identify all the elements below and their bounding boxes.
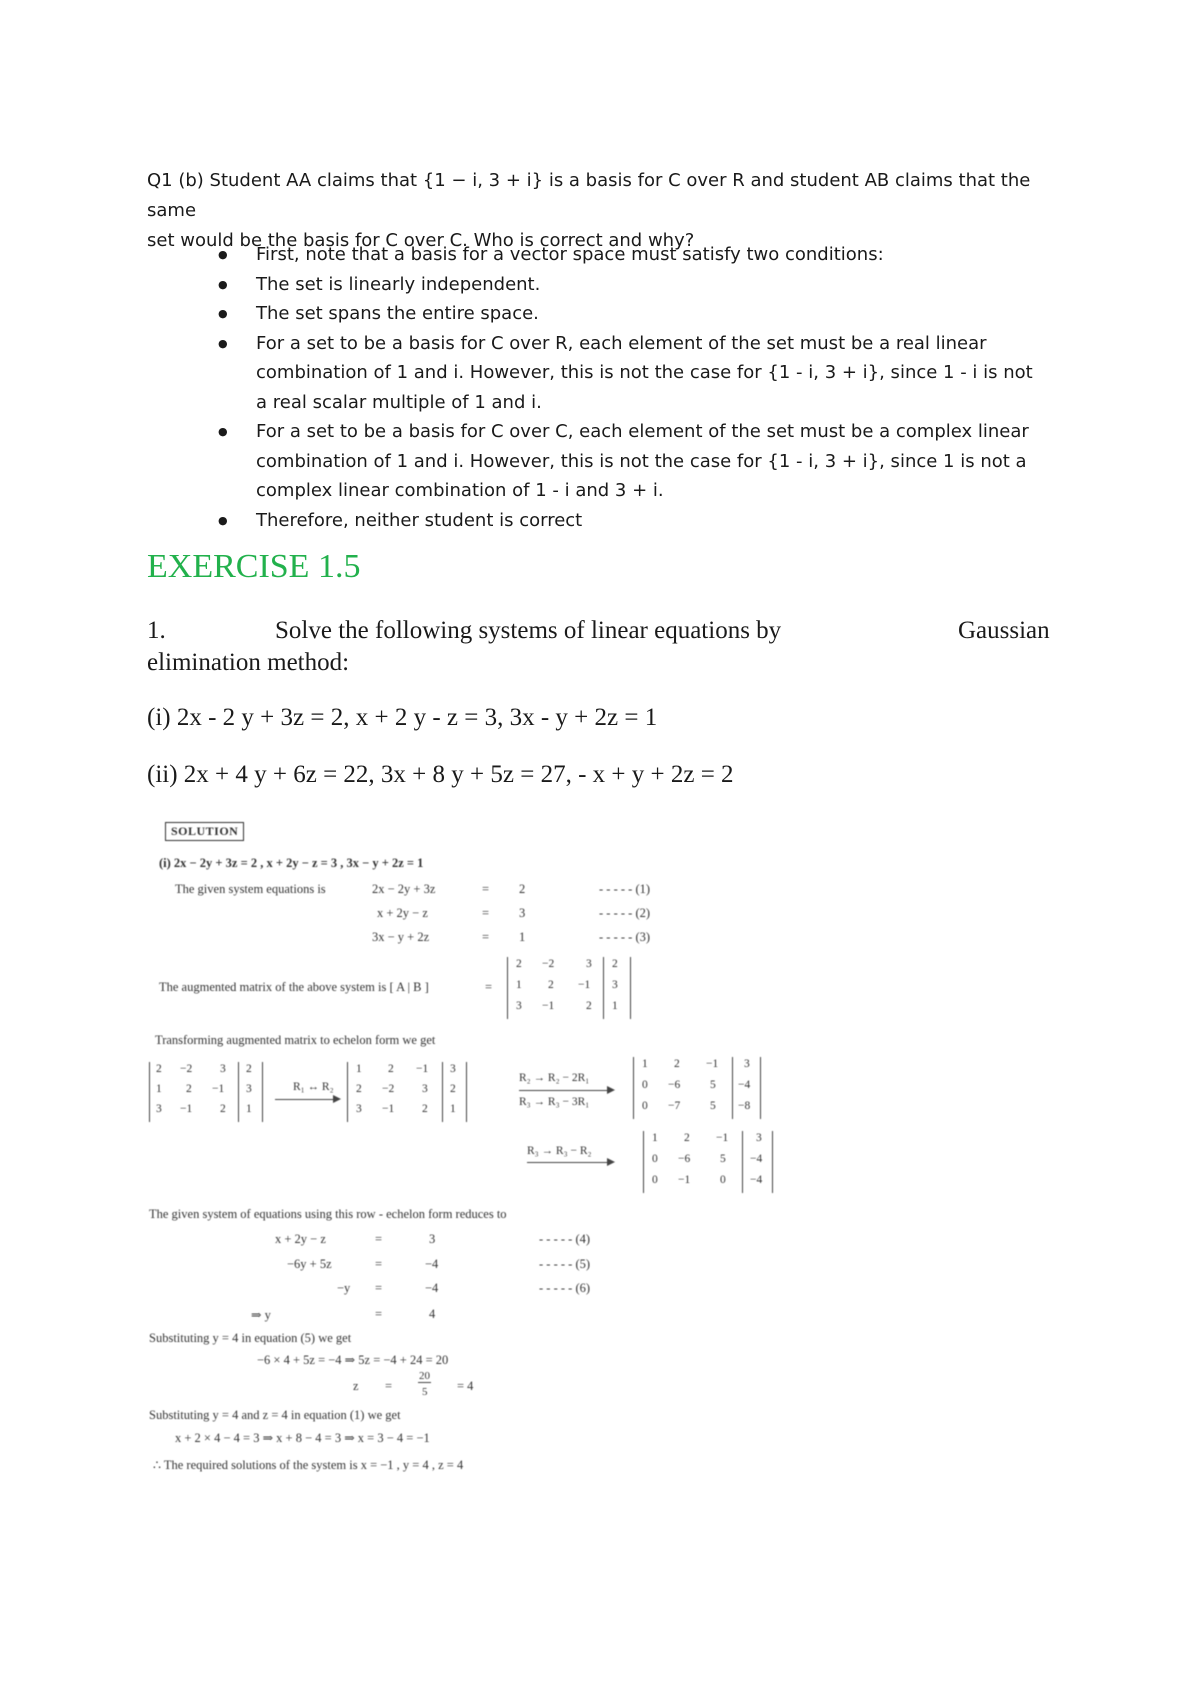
reduced-lhs: x + 2y − z: [275, 1232, 326, 1246]
equation-set-i: (i) 2x - 2 y + 3z = 2, x + 2 y - z = 3, 3x - y + 2z = 1: [147, 704, 658, 731]
matrix-cell: −1: [678, 1174, 691, 1186]
matrix-cell: −4: [738, 1079, 751, 1091]
matrix-cell: 3: [356, 1103, 362, 1115]
row-op-2b: R₃ → R₃ − 3R₁: [519, 1096, 590, 1108]
matrix-cell: 2: [684, 1132, 690, 1144]
matrix-cell: 0: [642, 1100, 648, 1112]
question-line-1: Q1 (b) Student AA claims that {1 − i, 3 + i} is a basis for C over R and student AB claims that the same: [147, 170, 1031, 221]
matrix-cell: −1: [212, 1083, 225, 1095]
matrix-cell: 3: [516, 1000, 522, 1012]
matrix-cell: −6: [678, 1153, 691, 1165]
augmented-matrix-label: The augmented matrix of the above system is [ A | B ]: [159, 980, 429, 994]
augment-divider: [742, 1131, 743, 1193]
matrix-cell: 5: [710, 1100, 716, 1112]
system-tag: - - - - - (3): [599, 930, 651, 944]
matrix-cell: 3: [756, 1132, 762, 1144]
matrix-cell: 3: [220, 1063, 226, 1075]
substitution-2-line: x + 2 × 4 − 4 = 3 ⇒ x + 8 − 4 = 3 ⇒ x = 3 − 4 = −1: [175, 1431, 430, 1445]
substitution-1-line: −6 × 4 + 5z = −4 ⇒ 5z = −4 + 24 = 20: [257, 1353, 449, 1367]
matrix-cell: 2: [674, 1058, 680, 1070]
reduced-tag: - - - - - (6): [539, 1281, 591, 1295]
matrix-cell: 1: [246, 1103, 252, 1115]
matrix-cell: 2: [450, 1083, 456, 1095]
augment-divider: [238, 1062, 239, 1122]
reduced-lhs: −6y + 5z: [287, 1257, 332, 1271]
question-line-2: set would be the basis for C over C. Who is correct and why?: [147, 230, 695, 251]
reduced-eq: =: [375, 1232, 383, 1246]
matrix-cell: −4: [750, 1153, 763, 1165]
matrix-cell: 0: [652, 1174, 658, 1186]
problem-text: Solve the following systems of linear equations by: [275, 617, 782, 644]
solution-heading: (i) 2x − 2y + 3z = 2 , x + 2y − z = 3 , 3x − y + 2z = 1: [159, 856, 424, 870]
matrix-cell: −8: [738, 1100, 751, 1112]
matrix-cell: 2: [612, 958, 618, 970]
matrix-cell: 0: [652, 1153, 658, 1165]
system-rhs: 1: [519, 930, 526, 944]
bullet-item: ● For a set to be a basis for C over C, each element of the set must be a complex linear combination of 1 and i. However, this is not the case for {1 - i, 3 + i}, since 1 is not a complex linear combination of 1 - i and 3 + i.: [218, 417, 1048, 506]
matrix-step-4: [643, 1131, 773, 1193]
matrix-cell: 2: [186, 1083, 192, 1095]
augment-divider: [603, 957, 604, 1019]
matrix-cell: 3: [422, 1083, 428, 1095]
problem-line-2: elimination method:: [147, 649, 350, 676]
answer-bullet-list: [218, 240, 1048, 535]
system-lhs: 3x − y + 2z: [372, 930, 430, 944]
matrix-cell: 1: [612, 1000, 618, 1012]
solution-badge: SOLUTION: [165, 822, 244, 841]
substitution-2-label: Substituting y = 4 and z = 4 in equation (1) we get: [149, 1408, 401, 1422]
substitution-1-label: Substituting y = 4 in equation (5) we get: [149, 1331, 352, 1345]
reduce-label: The given system of equations using this row - echelon form reduces to: [149, 1207, 507, 1221]
transform-label: Transforming augmented matrix to echelon form we get: [155, 1033, 436, 1047]
matrix-cell: 2: [586, 1000, 592, 1012]
reduced-eq: =: [375, 1307, 383, 1321]
reduced-eq: =: [375, 1281, 383, 1295]
matrix-step-3: [633, 1057, 761, 1119]
bullet-item: ● The set spans the entire space.: [218, 299, 1048, 329]
matrix-cell: 0: [720, 1174, 726, 1186]
matrix-cell: 3: [450, 1063, 456, 1075]
row-op-2a: R₂ → R₂ − 2R₁: [519, 1072, 590, 1084]
reduced-rhs: 4: [429, 1307, 436, 1321]
problem-number: 1.: [147, 617, 166, 644]
matrix-cell: 3: [744, 1058, 750, 1070]
matrix-cell: 2: [246, 1063, 252, 1075]
matrix-cell: 1: [652, 1132, 658, 1144]
matrix-cell: −1: [706, 1058, 719, 1070]
row-op-1: R₁ ↔ R₂: [293, 1081, 334, 1093]
final-solution: ∴ The required solutions of the system is x = −1 , y = 4 , z = 4: [153, 1458, 464, 1472]
matrix-step-1: [149, 1062, 263, 1122]
matrix-cell: −1: [542, 1000, 555, 1012]
system-lhs: x + 2y − z: [377, 906, 428, 920]
exercise-title: EXERCISE 1.5: [147, 548, 361, 585]
matrix-cell: −1: [716, 1132, 729, 1144]
scanned-solution: [147, 817, 787, 1497]
system-eq: =: [482, 930, 490, 944]
reduced-tag: - - - - - (5): [539, 1257, 591, 1271]
row-op-3: R₃ → R₃ − R₂: [527, 1145, 592, 1157]
matrix-cell: 3: [586, 958, 592, 970]
matrix-cell: 2: [422, 1103, 428, 1115]
matrix-cell: 2: [220, 1103, 226, 1115]
system-tag: - - - - - (2): [599, 906, 651, 920]
matrix-cell: 0: [642, 1079, 648, 1091]
matrix-cell: 1: [156, 1083, 162, 1095]
substitution-1-z: z: [353, 1379, 359, 1393]
matrix-cell: 2: [516, 958, 522, 970]
augmented-eq: =: [485, 980, 493, 994]
matrix-cell: 5: [710, 1079, 716, 1091]
matrix-cell: −1: [382, 1103, 395, 1115]
problem-method-word: Gaussian: [958, 617, 1050, 644]
reduced-rhs: −4: [425, 1257, 439, 1271]
reduced-rhs: 3: [429, 1232, 436, 1246]
matrix-cell: 5: [720, 1153, 726, 1165]
system-eq: =: [482, 906, 490, 920]
substitution-1-eq: =: [385, 1379, 393, 1393]
matrix-cell: 1: [356, 1063, 362, 1075]
matrix-step-2: [347, 1062, 467, 1122]
matrix-cell: 2: [388, 1063, 394, 1075]
augmented-matrix: [507, 957, 631, 1019]
matrix-cell: 2: [548, 979, 554, 991]
bullet-item: ● Therefore, neither student is correct: [218, 506, 1048, 536]
fraction-numerator: 20: [419, 1370, 430, 1382]
matrix-cell: −4: [750, 1174, 763, 1186]
arrow-icon: [275, 1099, 339, 1100]
matrix-cell: 3: [246, 1083, 252, 1095]
matrix-cell: 1: [642, 1058, 648, 1070]
system-lhs: 2x − 2y + 3z: [372, 882, 436, 896]
matrix-cell: −7: [668, 1100, 681, 1112]
reduced-lhs: ⇒ y: [251, 1308, 271, 1322]
matrix-cell: −2: [542, 958, 555, 970]
bullet-item: ● First, note that a basis for a vector space must satisfy two conditions:: [218, 240, 1048, 270]
augment-divider: [732, 1057, 733, 1119]
system-tag: - - - - - (1): [599, 882, 651, 896]
matrix-cell: 2: [356, 1083, 362, 1095]
matrix-cell: −2: [382, 1083, 395, 1095]
reduced-lhs: −y: [337, 1281, 351, 1295]
matrix-cell: 2: [156, 1063, 162, 1075]
matrix-cell: 3: [612, 979, 618, 991]
system-rhs: 3: [519, 906, 526, 920]
matrix-cell: −6: [668, 1079, 681, 1091]
system-eq: =: [482, 882, 490, 896]
given-system-label: The given system equations is: [175, 882, 326, 896]
bullet-item: ● For a set to be a basis for C over R, each element of the set must be a real linear combination of 1 and i. However, this is not the case for {1 - i, 3 + i}, since 1 - i is not a real scalar multiple of 1 and i.: [218, 329, 1048, 418]
matrix-cell: −1: [578, 979, 591, 991]
equation-set-ii: (ii) 2x + 4 y + 6z = 22, 3x + 8 y + 5z = 27, - x + y + 2z = 2: [147, 761, 734, 788]
arrow-icon: [519, 1090, 613, 1091]
matrix-cell: −2: [180, 1063, 193, 1075]
fraction-denominator: 5: [422, 1386, 428, 1398]
matrix-cell: −1: [180, 1103, 193, 1115]
system-rhs: 2: [519, 882, 526, 896]
reduced-eq: =: [375, 1257, 383, 1271]
matrix-cell: −1: [416, 1063, 429, 1075]
substitution-1-result: = 4: [457, 1379, 474, 1393]
matrix-cell: 1: [450, 1103, 456, 1115]
bullet-item: ● The set is linearly independent.: [218, 270, 1048, 300]
matrix-cell: 3: [156, 1103, 162, 1115]
augment-divider: [442, 1062, 443, 1122]
reduced-rhs: −4: [425, 1281, 439, 1295]
matrix-cell: 1: [516, 979, 522, 991]
arrow-icon: [527, 1162, 613, 1163]
reduced-tag: - - - - - (4): [539, 1232, 591, 1246]
